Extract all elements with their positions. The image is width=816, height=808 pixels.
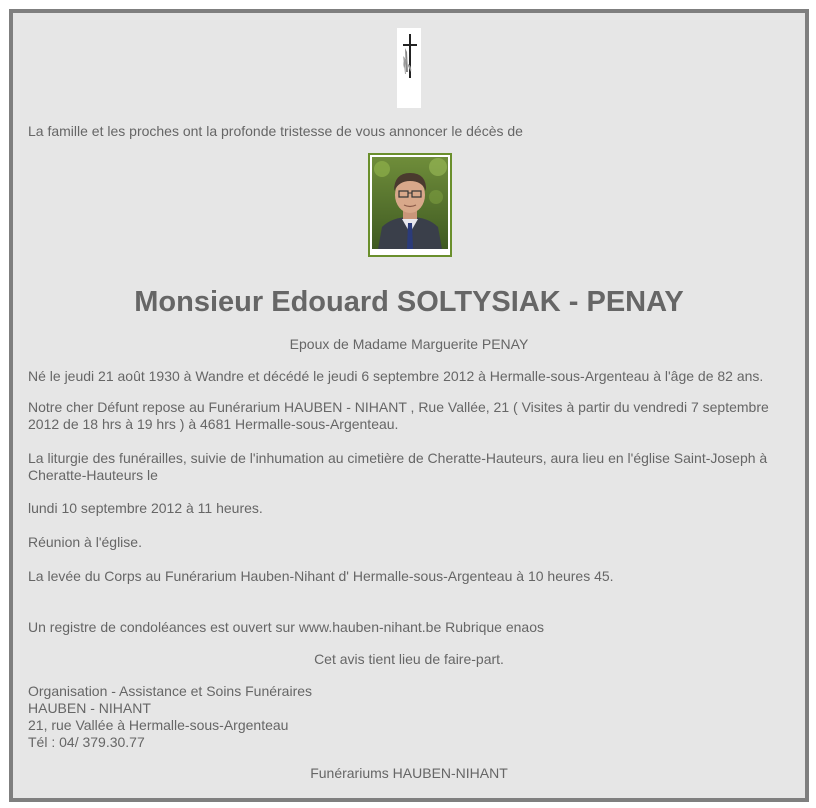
faire-part-text: Cet avis tient lieu de faire-part. <box>314 651 504 667</box>
liturgy-text: La liturgie des funérailles, suivie de l'inhumation au cimetière de Cheratte-Hauteurs, aura lieu en l'église Saint-Joseph à Cheratte-Hauteurs le <box>28 450 768 483</box>
deceased-name: Monsieur Edouard SOLTYSIAK - PENAY <box>134 286 684 318</box>
meeting-text: Réunion à l'église. <box>28 534 142 550</box>
spouse-text: Epoux de Madame Marguerite PENAY <box>289 336 529 352</box>
funeral-date-text: lundi 10 septembre 2012 à 11 heures. <box>28 500 263 516</box>
portrait-photo <box>368 153 452 257</box>
intro-text: La famille et les proches ont la profonde tristesse de vous annoncer le décès de <box>28 123 523 139</box>
organisation-line-1: Organisation - Assistance et Soins Funéraires <box>28 683 313 699</box>
birth-death-text: Né le jeudi 21 août 1930 à Wandre et décédé le jeudi 6 septembre 2012 à Hermalle-sous-Argenteau à l'âge de 82 ans. <box>28 368 764 384</box>
rest-text: Notre cher Défunt repose au Funérarium HAUBEN - NIHANT , Rue Vallée, 21 ( Visites à partir du vendredi 7 septembre 2012 de 18 hrs à 19 hrs ) à 4681 Hermalle-sous-Argenteau. <box>28 399 769 432</box>
obituary-notice <box>9 9 809 802</box>
levee-text: La levée du Corps au Funérarium Hauben-Nihant d' Hermalle-sous-Argenteau à 10 heures 45. <box>28 568 614 584</box>
organisation-address: 21, rue Vallée à Hermalle-sous-Argenteau <box>28 717 289 733</box>
organisation-line-2: HAUBEN - NIHANT <box>28 700 151 716</box>
register-text: Un registre de condoléances est ouvert sur www.hauben-nihant.be Rubrique enaos <box>28 619 544 635</box>
cross-icon <box>397 28 421 108</box>
organisation-phone: Tél : 04/ 379.30.77 <box>28 734 145 750</box>
footer-brand: Funérariums HAUBEN-NIHANT <box>310 765 508 781</box>
